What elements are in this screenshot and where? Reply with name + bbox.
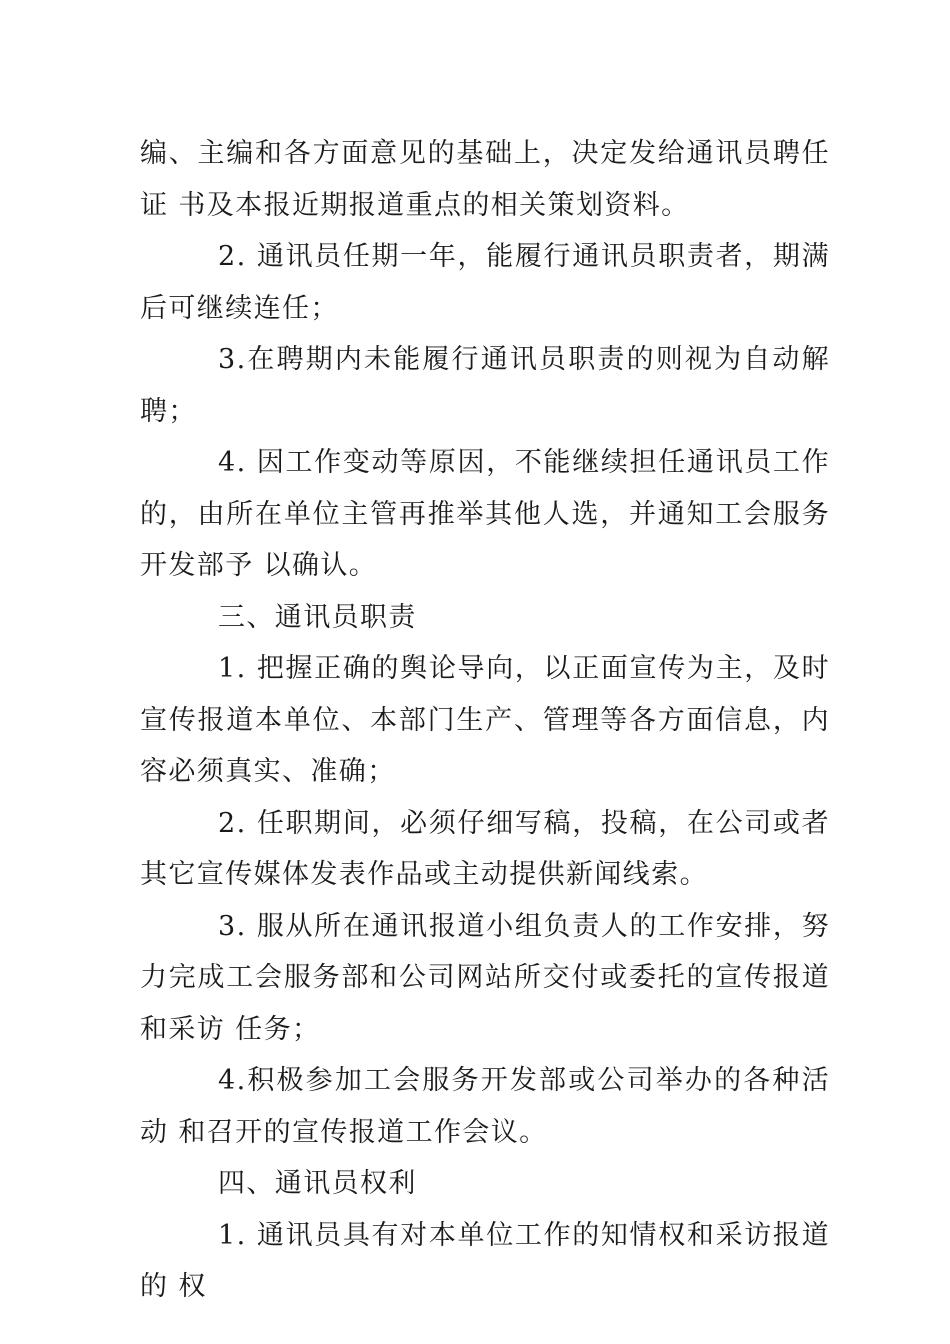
document-body [140, 128, 830, 1313]
section-heading: 三、通讯员职责 [218, 601, 417, 633]
paragraph: 2. 通讯员任期一年，能履行通讯员职责者，期满后可继续连任； [140, 241, 830, 324]
paragraph: 1. 把握正确的舆论导向，以正面宣传为主，及时宣传报道本单位、本部门生产、管理等各方面信息，内容必须真实、准确； [140, 653, 830, 787]
paragraph: 4.积极参加工会服务开发部或公司举办的各种活动 和召开的宣传报道工作会议。 [140, 1065, 830, 1148]
paragraph: 1. 通讯员具有对本单位工作的知情权和采访报道的 权 [140, 1219, 830, 1302]
paragraph: 2. 任职期间，必须仔细写稿，投稿，在公司或者其它宣传媒体发表作品或主动提供新闻线索。 [140, 807, 830, 890]
section-heading: 四、通讯员权利 [218, 1168, 417, 1199]
paragraph: 编、主编和各方面意见的基础上，决定发给通讯员聘任证 书及本报近期报道重点的相关策划资料。 [140, 138, 830, 221]
paragraph: 4. 因工作变动等原因，不能继续担任通讯员工作的，由所在单位主管再推举其他人选，并通知工会服务开发部予 以确认。 [140, 447, 830, 581]
paragraph: 3. 服从所在通讯报道小组负责人的工作安排，努力完成工会服务部和公司网站所交付或委托的宣传报道和采访 任务； [140, 910, 830, 1045]
paragraph: 3.在聘期内未能履行通讯员职责的则视为自动解聘； [140, 344, 830, 427]
